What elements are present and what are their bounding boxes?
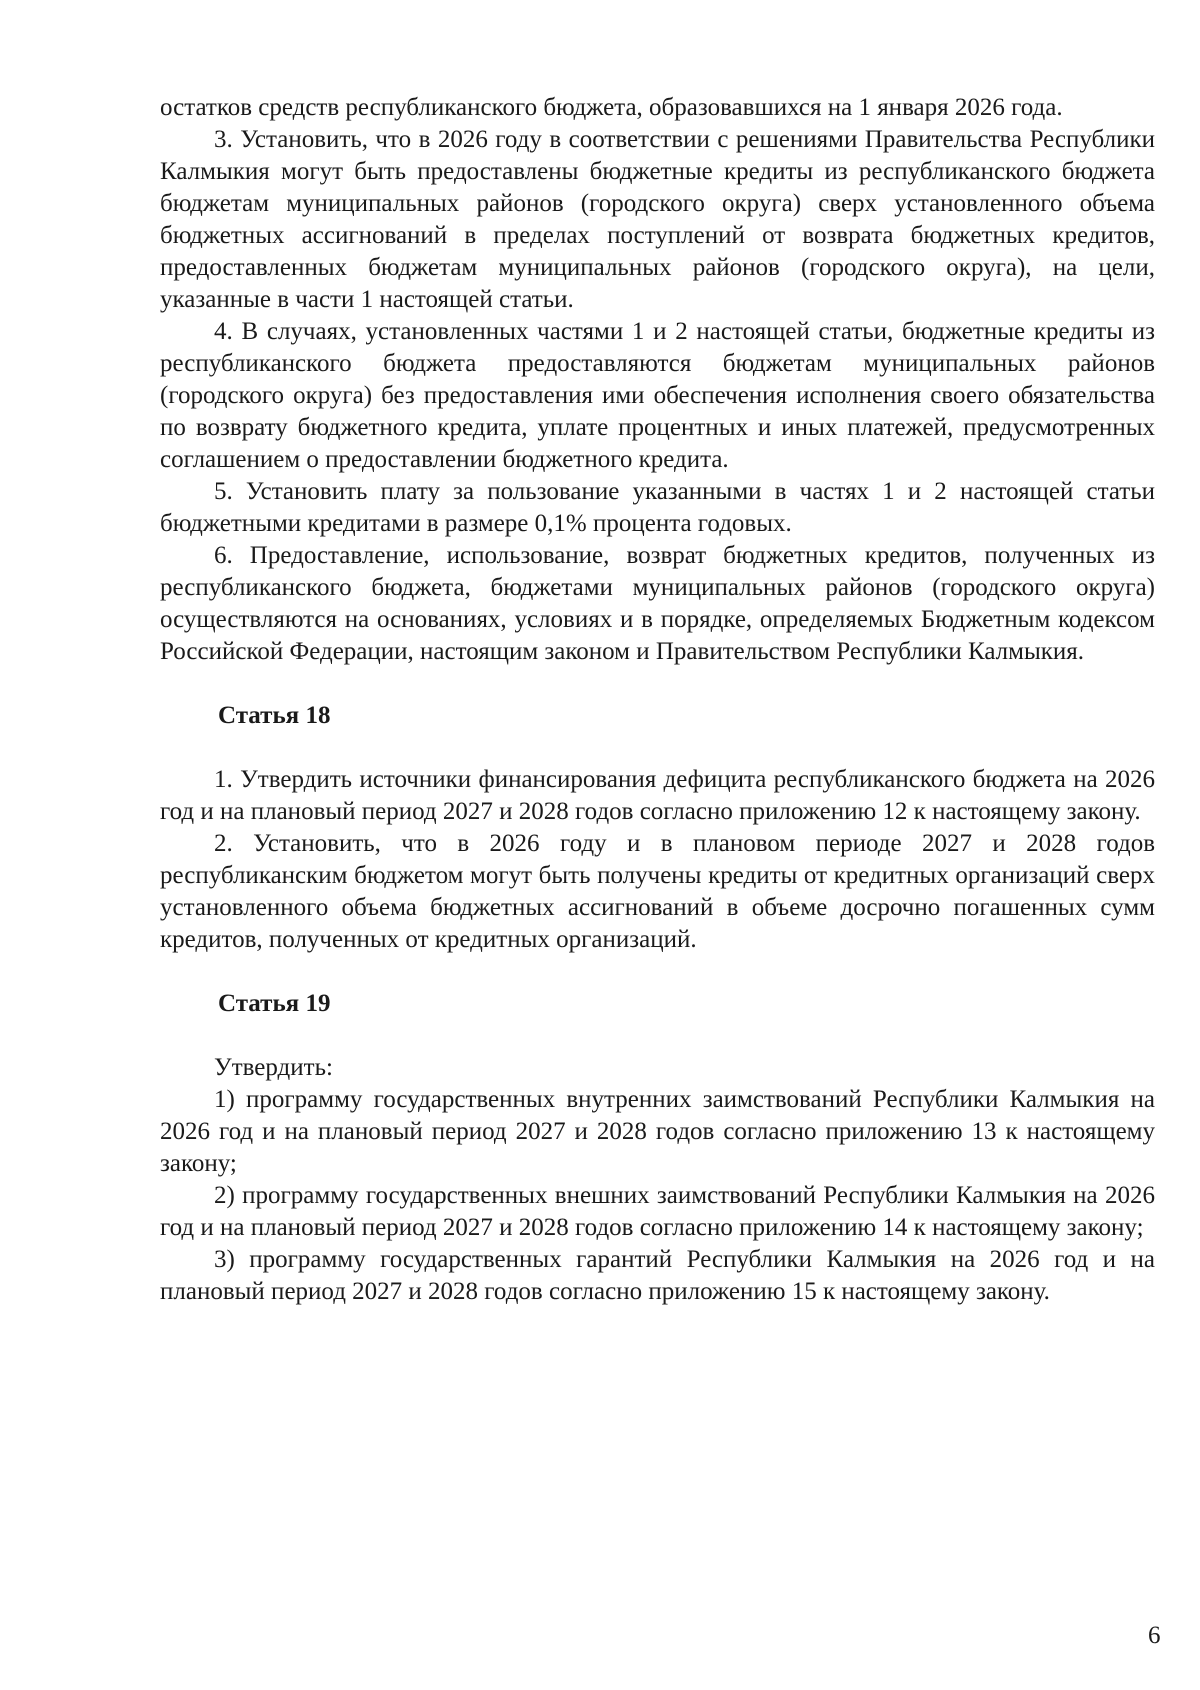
article-19-heading: Статья 19: [218, 990, 331, 1017]
article-18-paragraph-2: 2. Установить, что в 2026 году и в плановом периоде 2027 и 2028 годов республиканским бюджетом могут быть получены кредиты от кредитных организаций сверх установленного объема бюджетных ассигнований в объеме досрочно погашенных сумм кредитов, полученных от кредитных организаций.: [160, 830, 1155, 953]
spacer: [160, 732, 1155, 764]
document-body: [160, 92, 1155, 1308]
spacer: [160, 668, 1155, 700]
paragraph-item-6: 6. Предоставление, использование, возврат бюджетных кредитов, полученных из республиканского бюджета, бюджетами муниципальных районов (городского округа) осуществляются на основаниях, условиях и в порядке, определяемых Бюджетным кодексом Российской Федерации, настоящим законом и Правительством Республики Калмыкия.: [160, 542, 1155, 665]
spacer: [160, 1020, 1155, 1052]
article-18-heading: Статья 18: [218, 702, 331, 729]
article-18-paragraph-1: 1. Утвердить источники финансирования дефицита республиканского бюджета на 2026 год и на плановый период 2027 и 2028 годов согласно приложению 12 к настоящему закону.: [160, 766, 1155, 825]
paragraph-continuation: остатков средств республиканского бюджета, образовавшихся на 1 января 2026 года.: [160, 94, 1063, 121]
paragraph-item-5: 5. Установить плату за пользование указанными в частях 1 и 2 настоящей статьи бюджетными кредитами в размере 0,1% процента годовых.: [160, 478, 1155, 537]
paragraph-item-4: 4. В случаях, установленных частями 1 и 2 настоящей статьи, бюджетные кредиты из республиканского бюджета предоставляются бюджетам муниципальных районов (городского округа) без предоставления ими обеспечения исполнения своего обязательства по возврату бюджетного кредита, уплате процентных и иных платежей, предусмотренных соглашением о предоставлении бюджетного кредита.: [160, 318, 1155, 473]
article-19-item-3: 3) программу государственных гарантий Республики Калмыкия на 2026 год и на плановый период 2027 и 2028 годов согласно приложению 15 к настоящему закону.: [160, 1246, 1155, 1305]
page-number: 6: [1148, 1622, 1161, 1649]
paragraph-item-3: 3. Установить, что в 2026 году в соответствии с решениями Правительства Республики Калмыкия могут быть предоставлены бюджетные кредиты из республиканского бюджета бюджетам муниципальных районов (городского округа) сверх установленного объема бюджетных ассигнований в пределах поступлений от возврата бюджетных кредитов, предоставленных бюджетам муниципальных районов (городского округа), на цели, указанные в части 1 настоящей статьи.: [160, 126, 1155, 313]
article-19-item-1: 1) программу государственных внутренних заимствований Республики Калмыкия на 2026 год и на плановый период 2027 и 2028 годов согласно приложению 13 к настоящему закону;: [160, 1086, 1155, 1177]
spacer: [160, 956, 1155, 988]
article-19-intro: Утвердить:: [214, 1054, 333, 1081]
article-19-item-2: 2) программу государственных внешних заимствований Республики Калмыкия на 2026 год и на плановый период 2027 и 2028 годов согласно приложению 14 к настоящему закону;: [160, 1182, 1155, 1241]
